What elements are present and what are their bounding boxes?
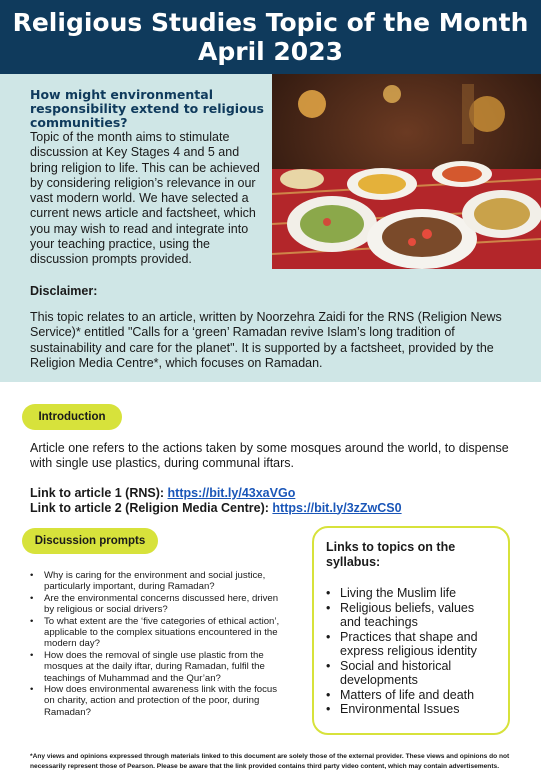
- list-item: • Are the environmental concerns discussed here, driven by religious or social drivers?: [30, 593, 290, 616]
- list-item: • Environmental Issues: [326, 702, 498, 717]
- panel-body: Topic of the month aims to stimulate discussion at Key Stages 4 and 5 and bring religion to life. This can be achieved by considering religion’s relevance in our vast modern world. We have selected a current news article and factsheet, which you may wish to read and integrate into your teaching practice, using the discussion prompts provided.: [30, 130, 260, 267]
- introduction-text: Article one refers to the actions taken by some mosques around the world, to dispense with single use plastics, during communal iftars.: [30, 441, 509, 471]
- syllabus-box-title: Links to topics on the syllabus:: [326, 540, 456, 569]
- article-2-row: [30, 501, 530, 516]
- list-item: • Why is caring for the environment and social justice, particularly important, during Ramadan?: [30, 570, 290, 593]
- list-item: • Living the Muslim life: [326, 586, 498, 601]
- article-1-link[interactable]: https://bit.ly/43xaVGo: [167, 486, 296, 500]
- page-title: Religious Studies Topic of the Month: [12, 8, 529, 37]
- article-1-row: [30, 486, 530, 501]
- discussion-prompts-list: [30, 570, 290, 718]
- panel-question: How might environmental responsibility extend to religious communities?: [30, 87, 264, 130]
- disclaimer-heading: Disclaimer:: [30, 284, 98, 298]
- introduction-label: Introduction: [22, 404, 122, 430]
- list-item: • To what extent are the ‘five categories of ethical action’, applicable to the complex situations encountered in the modern day?: [30, 616, 290, 650]
- article-links: [30, 486, 530, 515]
- article-2-link[interactable]: https://bit.ly/3zZwCS0: [272, 500, 402, 515]
- list-item: • Religious beliefs, values and teachings: [326, 601, 498, 630]
- syllabus-links-box: [312, 526, 510, 735]
- disclaimer-text: This topic relates to an article, written by Noorzehra Zaidi for the RNS (Religion News Service)* entitled "Calls for a ‘green’ Ramadan revive Islam’s long tradition of sustainability and care for the planet". It is supported by a factsheet, provided by the Religion Media Centre*, which focuses on Ramadan.: [30, 310, 502, 370]
- footnote-disclaimer: *Any views and opinions expressed through materials linked to this document are solely those of the external provider. These views and opinions do not necessarily represent those of Pearson. Please be aware that the link provided contains third party video content, which may contain advertisements.: [30, 753, 510, 770]
- list-item: • Practices that shape and express religious identity: [326, 630, 498, 659]
- page-subtitle-date: April 2023: [198, 37, 343, 66]
- list-item: • Social and historical developments: [326, 659, 498, 688]
- discussion-prompts-label: Discussion prompts: [22, 528, 158, 554]
- article-1-label: Link to article 1 (RNS):: [30, 486, 168, 500]
- list-item: • How does the removal of single use plastic from the mosques at the daily iftar, during Ramadan, fulfil the teachings of Muhammad and the Qur’an?: [30, 650, 290, 684]
- list-item: • How does environmental awareness link with the focus on charity, action and protection of the poor, during Ramadan?: [30, 684, 290, 718]
- article-2-label: Link to article 2 (Religion Media Centre):: [30, 500, 273, 515]
- list-item: • Matters of life and death: [326, 688, 498, 703]
- syllabus-topics-list: [326, 586, 498, 717]
- page-header: [0, 0, 541, 74]
- ramadan-food-photo: [272, 74, 541, 269]
